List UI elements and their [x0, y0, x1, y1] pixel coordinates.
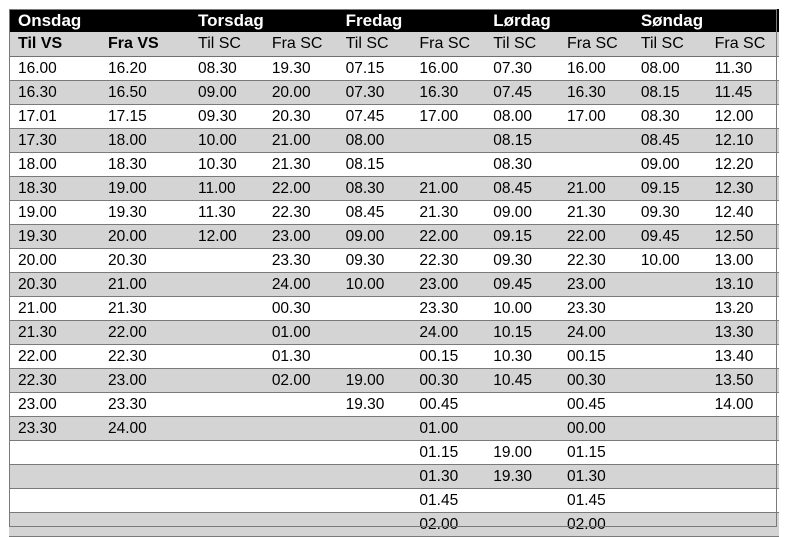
time-cell [558, 129, 632, 153]
time-cell: 23.30 [99, 393, 189, 417]
table-row [9, 201, 779, 225]
time-cell: 23.00 [410, 273, 484, 297]
time-cell [189, 489, 263, 513]
time-cell: 22.30 [263, 201, 337, 225]
time-cell [484, 513, 558, 537]
time-cell: 01.30 [263, 345, 337, 369]
time-cell: 01.15 [410, 441, 484, 465]
time-cell: 19.30 [9, 225, 99, 249]
col-header: Til SC [337, 32, 411, 57]
time-cell [189, 441, 263, 465]
time-cell: 22.00 [9, 345, 99, 369]
time-cell: 13.10 [706, 273, 780, 297]
time-cell: 00.00 [558, 417, 632, 441]
time-cell: 09.30 [337, 249, 411, 273]
time-cell: 23.00 [263, 225, 337, 249]
time-cell: 02.00 [410, 513, 484, 537]
time-cell: 13.50 [706, 369, 780, 393]
time-cell [189, 273, 263, 297]
time-cell: 17.15 [99, 105, 189, 129]
time-cell [632, 345, 706, 369]
time-cell: 23.30 [263, 249, 337, 273]
time-cell: 16.00 [410, 57, 484, 81]
time-cell: 24.00 [410, 321, 484, 345]
time-cell: 17.00 [558, 105, 632, 129]
time-cell: 18.00 [99, 129, 189, 153]
day-header-lordag: Lørdag [484, 9, 632, 32]
time-cell [189, 249, 263, 273]
time-cell: 09.30 [484, 249, 558, 273]
time-cell: 19.00 [9, 201, 99, 225]
time-cell: 17.01 [9, 105, 99, 129]
day-header-torsdag: Torsdag [189, 9, 337, 32]
time-cell: 13.40 [706, 345, 780, 369]
time-cell [189, 417, 263, 441]
time-cell [484, 417, 558, 441]
time-cell: 23.30 [9, 417, 99, 441]
time-cell [263, 465, 337, 489]
time-cell: 24.00 [99, 417, 189, 441]
time-cell [484, 489, 558, 513]
time-cell: 10.00 [484, 297, 558, 321]
table-row [9, 489, 779, 513]
time-cell: 20.30 [9, 273, 99, 297]
col-header: Fra SC [263, 32, 337, 57]
time-cell: 14.00 [706, 393, 780, 417]
time-cell: 10.30 [484, 345, 558, 369]
table-row [9, 297, 779, 321]
time-cell: 19.30 [263, 57, 337, 81]
time-cell [632, 417, 706, 441]
time-cell: 17.30 [9, 129, 99, 153]
time-cell: 10.00 [632, 249, 706, 273]
time-cell [337, 465, 411, 489]
time-cell [706, 489, 780, 513]
time-cell: 08.00 [484, 105, 558, 129]
time-cell: 12.00 [189, 225, 263, 249]
time-cell: 12.10 [706, 129, 780, 153]
time-cell [337, 345, 411, 369]
time-cell: 08.30 [632, 105, 706, 129]
col-header: Til SC [189, 32, 263, 57]
table-row [9, 369, 779, 393]
time-cell: 00.45 [410, 393, 484, 417]
time-cell [9, 465, 99, 489]
col-header: Fra SC [410, 32, 484, 57]
time-cell: 08.15 [632, 81, 706, 105]
time-cell: 12.30 [706, 177, 780, 201]
time-cell: 22.30 [410, 249, 484, 273]
table-row [9, 321, 779, 345]
time-cell: 09.15 [484, 225, 558, 249]
col-header: Fra SC [706, 32, 780, 57]
time-cell [189, 345, 263, 369]
time-cell: 16.30 [558, 81, 632, 105]
time-cell: 21.00 [99, 273, 189, 297]
time-cell: 00.30 [558, 369, 632, 393]
time-cell [263, 489, 337, 513]
time-cell: 13.20 [706, 297, 780, 321]
time-cell: 09.45 [484, 273, 558, 297]
time-cell: 08.45 [632, 129, 706, 153]
time-cell: 08.00 [632, 57, 706, 81]
col-header: Til VS [9, 32, 99, 57]
time-cell [263, 417, 337, 441]
time-cell: 22.00 [263, 177, 337, 201]
time-cell [9, 489, 99, 513]
time-cell: 08.30 [189, 57, 263, 81]
time-cell: 11.00 [189, 177, 263, 201]
time-cell [189, 513, 263, 537]
col-header: Til SC [484, 32, 558, 57]
time-cell: 01.00 [263, 321, 337, 345]
time-cell: 23.30 [558, 297, 632, 321]
time-cell: 10.45 [484, 369, 558, 393]
time-cell: 20.00 [263, 81, 337, 105]
time-cell: 08.30 [337, 177, 411, 201]
time-cell [706, 441, 780, 465]
time-cell: 22.00 [558, 225, 632, 249]
time-cell: 13.00 [706, 249, 780, 273]
table-row [9, 417, 779, 441]
time-cell: 10.30 [189, 153, 263, 177]
table-row [9, 177, 779, 201]
time-cell: 13.30 [706, 321, 780, 345]
time-cell: 12.20 [706, 153, 780, 177]
time-cell [632, 465, 706, 489]
time-cell: 22.30 [558, 249, 632, 273]
table-row [9, 345, 779, 369]
time-cell: 07.30 [337, 81, 411, 105]
time-cell: 00.15 [410, 345, 484, 369]
time-cell: 12.50 [706, 225, 780, 249]
time-cell [632, 393, 706, 417]
day-header-fredag: Fredag [337, 9, 485, 32]
time-cell: 16.00 [558, 57, 632, 81]
time-cell: 09.00 [337, 225, 411, 249]
table-row [9, 105, 779, 129]
time-cell [189, 369, 263, 393]
time-cell: 21.00 [263, 129, 337, 153]
time-cell [632, 369, 706, 393]
time-cell: 01.45 [410, 489, 484, 513]
col-header: Fra SC [558, 32, 632, 57]
time-cell [337, 441, 411, 465]
time-cell [263, 393, 337, 417]
col-header: Fra VS [99, 32, 189, 57]
time-cell: 00.30 [263, 297, 337, 321]
time-cell [9, 441, 99, 465]
time-cell: 19.30 [99, 201, 189, 225]
time-cell: 20.00 [9, 249, 99, 273]
time-cell: 21.30 [410, 201, 484, 225]
time-cell: 21.30 [9, 321, 99, 345]
table-row [9, 513, 779, 537]
time-cell [558, 153, 632, 177]
time-cell: 18.00 [9, 153, 99, 177]
table-row [9, 81, 779, 105]
table-row [9, 153, 779, 177]
time-cell: 21.00 [558, 177, 632, 201]
schedule-body [9, 57, 779, 537]
time-cell: 19.00 [484, 441, 558, 465]
time-cell: 12.40 [706, 201, 780, 225]
time-cell: 10.00 [189, 129, 263, 153]
time-cell: 01.30 [410, 465, 484, 489]
table-row [9, 441, 779, 465]
time-cell: 21.30 [558, 201, 632, 225]
time-cell: 07.45 [484, 81, 558, 105]
time-cell [706, 465, 780, 489]
time-cell: 07.30 [484, 57, 558, 81]
time-cell: 09.00 [632, 153, 706, 177]
time-cell [189, 465, 263, 489]
table-row [9, 57, 779, 81]
table-row [9, 129, 779, 153]
time-cell: 19.00 [99, 177, 189, 201]
time-cell: 23.00 [558, 273, 632, 297]
time-cell [706, 513, 780, 537]
time-cell [632, 321, 706, 345]
time-cell: 21.30 [99, 297, 189, 321]
day-header-sondag: Søndag [632, 9, 780, 32]
time-cell [99, 441, 189, 465]
time-cell: 08.15 [484, 129, 558, 153]
time-cell: 23.00 [9, 393, 99, 417]
time-cell: 08.45 [337, 201, 411, 225]
time-cell [337, 489, 411, 513]
time-cell [706, 417, 780, 441]
time-cell: 00.30 [410, 369, 484, 393]
time-cell: 08.00 [337, 129, 411, 153]
time-cell: 19.30 [337, 393, 411, 417]
time-cell: 09.00 [189, 81, 263, 105]
time-cell [410, 129, 484, 153]
time-cell [99, 489, 189, 513]
time-cell: 23.30 [410, 297, 484, 321]
time-cell: 07.45 [337, 105, 411, 129]
time-cell: 11.45 [706, 81, 780, 105]
time-cell: 02.00 [558, 513, 632, 537]
time-cell [632, 441, 706, 465]
time-cell [263, 441, 337, 465]
time-cell: 08.45 [484, 177, 558, 201]
time-cell: 08.30 [484, 153, 558, 177]
time-cell: 10.15 [484, 321, 558, 345]
time-cell [99, 465, 189, 489]
time-cell [632, 273, 706, 297]
time-cell: 22.00 [99, 321, 189, 345]
time-cell: 24.00 [263, 273, 337, 297]
time-cell: 21.00 [410, 177, 484, 201]
time-cell: 01.45 [558, 489, 632, 513]
time-cell: 21.00 [9, 297, 99, 321]
time-cell: 10.00 [337, 273, 411, 297]
time-cell: 09.30 [632, 201, 706, 225]
time-cell: 20.30 [99, 249, 189, 273]
time-cell [337, 321, 411, 345]
time-cell [632, 513, 706, 537]
time-cell: 16.30 [410, 81, 484, 105]
time-cell: 09.45 [632, 225, 706, 249]
time-cell: 18.30 [9, 177, 99, 201]
col-header: Til SC [632, 32, 706, 57]
time-cell: 18.30 [99, 153, 189, 177]
time-cell: 22.30 [9, 369, 99, 393]
time-cell: 20.30 [263, 105, 337, 129]
table-row [9, 465, 779, 489]
time-cell: 02.00 [263, 369, 337, 393]
time-cell: 16.00 [9, 57, 99, 81]
time-cell: 09.30 [189, 105, 263, 129]
time-cell: 19.00 [337, 369, 411, 393]
table-row [9, 225, 779, 249]
time-cell: 11.30 [189, 201, 263, 225]
time-cell: 07.15 [337, 57, 411, 81]
time-cell: 09.00 [484, 201, 558, 225]
time-cell: 01.15 [558, 441, 632, 465]
time-cell [337, 513, 411, 537]
time-cell: 16.20 [99, 57, 189, 81]
time-cell: 24.00 [558, 321, 632, 345]
time-cell [337, 417, 411, 441]
time-cell: 22.00 [410, 225, 484, 249]
time-cell [99, 513, 189, 537]
time-cell [189, 321, 263, 345]
table-row [9, 393, 779, 417]
time-cell: 19.30 [484, 465, 558, 489]
time-cell [632, 297, 706, 321]
day-header-row [9, 9, 779, 32]
time-cell: 23.00 [99, 369, 189, 393]
time-cell [484, 393, 558, 417]
time-cell [337, 297, 411, 321]
time-cell: 22.30 [99, 345, 189, 369]
day-header-onsdag: Onsdag [9, 9, 189, 32]
time-cell [410, 153, 484, 177]
time-cell: 16.50 [99, 81, 189, 105]
time-cell: 16.30 [9, 81, 99, 105]
time-cell [9, 513, 99, 537]
table-row [9, 249, 779, 273]
time-cell [632, 489, 706, 513]
time-cell: 08.15 [337, 153, 411, 177]
time-cell [189, 297, 263, 321]
time-cell [189, 393, 263, 417]
time-cell: 09.15 [632, 177, 706, 201]
time-cell: 01.00 [410, 417, 484, 441]
table-row [9, 273, 779, 297]
time-cell: 21.30 [263, 153, 337, 177]
time-cell: 00.45 [558, 393, 632, 417]
time-cell: 17.00 [410, 105, 484, 129]
time-cell: 12.00 [706, 105, 780, 129]
time-cell: 00.15 [558, 345, 632, 369]
schedule-table [9, 9, 779, 537]
time-cell [263, 513, 337, 537]
time-cell: 20.00 [99, 225, 189, 249]
time-cell: 11.30 [706, 57, 780, 81]
time-cell: 01.30 [558, 465, 632, 489]
direction-header-row [9, 32, 779, 57]
